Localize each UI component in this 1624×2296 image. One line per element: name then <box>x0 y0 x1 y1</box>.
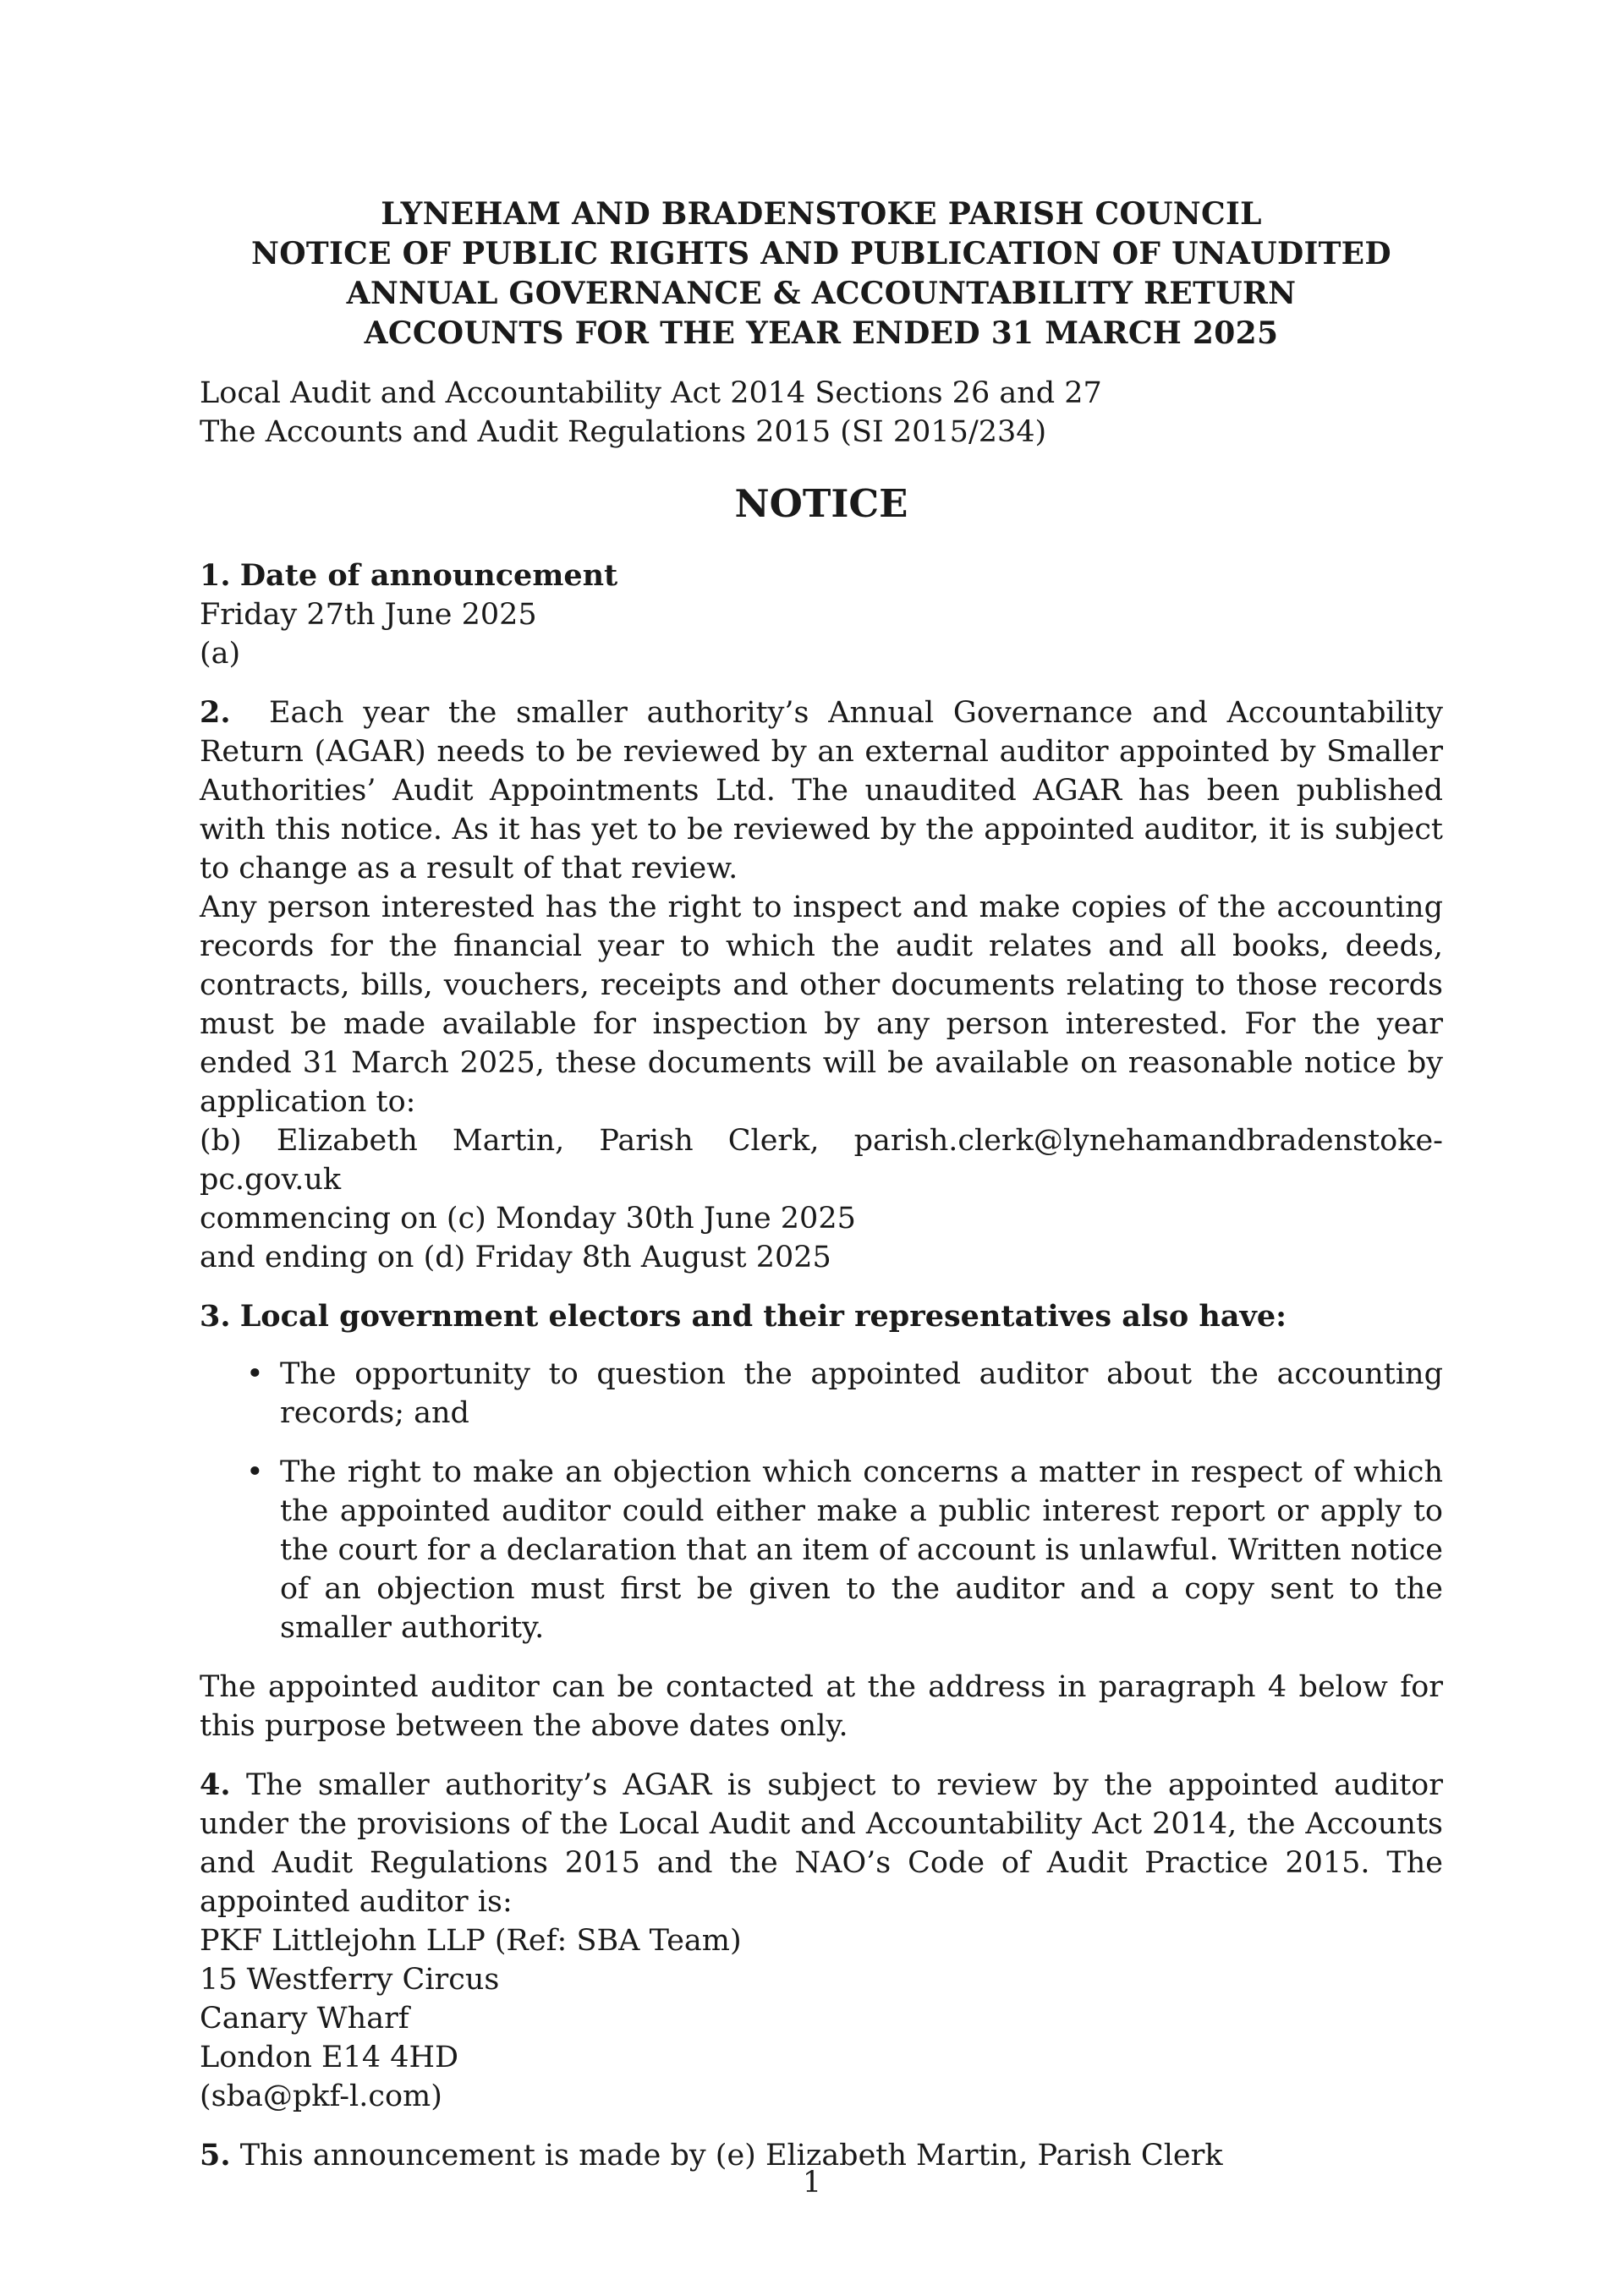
section-heading-text: Date of announcement <box>239 558 618 593</box>
section-number: 2. <box>200 695 231 730</box>
auditor-address-line-1: 15 Westferry Circus <box>200 1963 500 1997</box>
bullet-icon: • <box>246 1455 264 1489</box>
act-reference: Local Audit and Accountability Act 2014 Sections 26 and 27 <box>200 376 1102 410</box>
title-line-council: LYNEHAM AND BRADENSTOKE PARISH COUNCIL <box>381 196 1262 232</box>
section-1-heading <box>200 556 1443 595</box>
section-number: 1. <box>200 558 231 593</box>
section-3-heading <box>200 1297 1443 1336</box>
clerk-contact: (b) Elizabeth Martin, Parish Clerk, parish.clerk@lynehamandbradenstoke-pc.gov.uk <box>200 1124 1443 1197</box>
regulations-reference: The Accounts and Audit Regulations 2015 (SI 2015/234) <box>200 415 1047 449</box>
list-item <box>246 1453 1443 1647</box>
section-number: 4. <box>200 1767 231 1802</box>
section-date-of-announcement <box>200 556 1443 673</box>
title-line-notice: NOTICE OF PUBLIC RIGHTS AND PUBLICATION OF UNAUDITED <box>251 236 1391 271</box>
auditor-name: PKF Littlejohn LLP (Ref: SBA Team) <box>200 1924 742 1958</box>
section-2-para-2: Any person interested has the right to inspect and make copies of the accounting records for the financial year to which the audit relates and all books, deeds, contracts, bills, vouchers, receipts and other documents relating to those records must be made available for inspection by any person interested. For the year ended 31 March 2025, these documents will be available on reasonable notice by application to: <box>200 890 1443 1119</box>
list-item <box>246 1355 1443 1433</box>
section-elector-rights <box>200 1297 1443 1647</box>
auditor-contact-note <box>200 1668 1443 1745</box>
auditor-address-line-3: London E14 4HD <box>200 2041 459 2074</box>
section-2-para-1 <box>200 693 1443 888</box>
section-inspection-rights <box>200 693 1443 1277</box>
announcement-date: Friday 27th June 2025 <box>200 598 537 632</box>
auditor-address-line-2: Canary Wharf <box>200 2002 409 2036</box>
announcement-marker: (a) <box>200 637 241 671</box>
notice-heading: NOTICE <box>734 481 908 526</box>
elector-rights-list <box>200 1355 1443 1647</box>
section-appointed-auditor <box>200 1766 1443 2116</box>
section-4-para <box>200 1766 1443 1921</box>
section-number: 5. <box>200 2138 231 2173</box>
inspection-end-date: and ending on (d) Friday 8th August 2025 <box>200 1241 831 1274</box>
section-number: 3. <box>200 1299 231 1334</box>
auditor-email: (sba@pkf-l.com) <box>200 2080 442 2113</box>
page-number: 1 <box>802 2166 822 2200</box>
section-heading-text: Local government electors and their representatives also have: <box>239 1299 1287 1334</box>
notice-page <box>200 195 1443 2175</box>
title-line-agar: ANNUAL GOVERNANCE & ACCOUNTABILITY RETURN <box>346 276 1297 311</box>
auditor-contact-text: The appointed auditor can be contacted at the address in paragraph 4 below for this purpose between the above dates only. <box>200 1670 1443 1743</box>
section-5-text: This announcement is made by (e) Elizabeth Martin, Parish Clerk <box>239 2139 1223 2173</box>
section-2-intro-text: Each year the smaller authority’s Annual Governance and Accountability Return (AGAR) needs to be reviewed by an external auditor appointed by Smaller Authorities’ Audit Appointments Ltd. The unaudited AGAR has been published with this notice. As it has yet to be reviewed by the appointed auditor, it is subject to change as a result of that review. <box>200 696 1443 885</box>
inspection-start-date: commencing on (c) Monday 30th June 2025 <box>200 1202 856 1236</box>
legal-references <box>200 374 1443 452</box>
bullet-icon: • <box>246 1357 264 1391</box>
document-title <box>200 195 1443 353</box>
list-item-text: The right to make an objection which concerns a matter in respect of which the appointed auditor could either make a public interest report or apply to the court for a declaration that an item of account is unlawful. Written notice of an objection must first be given to the auditor and a copy sent to the smaller authority. <box>280 1455 1443 1645</box>
title-line-year: ACCOUNTS FOR THE YEAR ENDED 31 MARCH 2025 <box>364 315 1279 351</box>
section-4-text: The smaller authority’s AGAR is subject to review by the appointed auditor under the provisions of the Local Audit and Accountability Act 2014, the Accounts and Audit Regulations 2015 and the NAO’s Code of Audit Practice 2015. The appointed auditor is: <box>200 1768 1443 1919</box>
list-item-text: The opportunity to question the appointed auditor about the accounting records; and <box>280 1357 1443 1430</box>
